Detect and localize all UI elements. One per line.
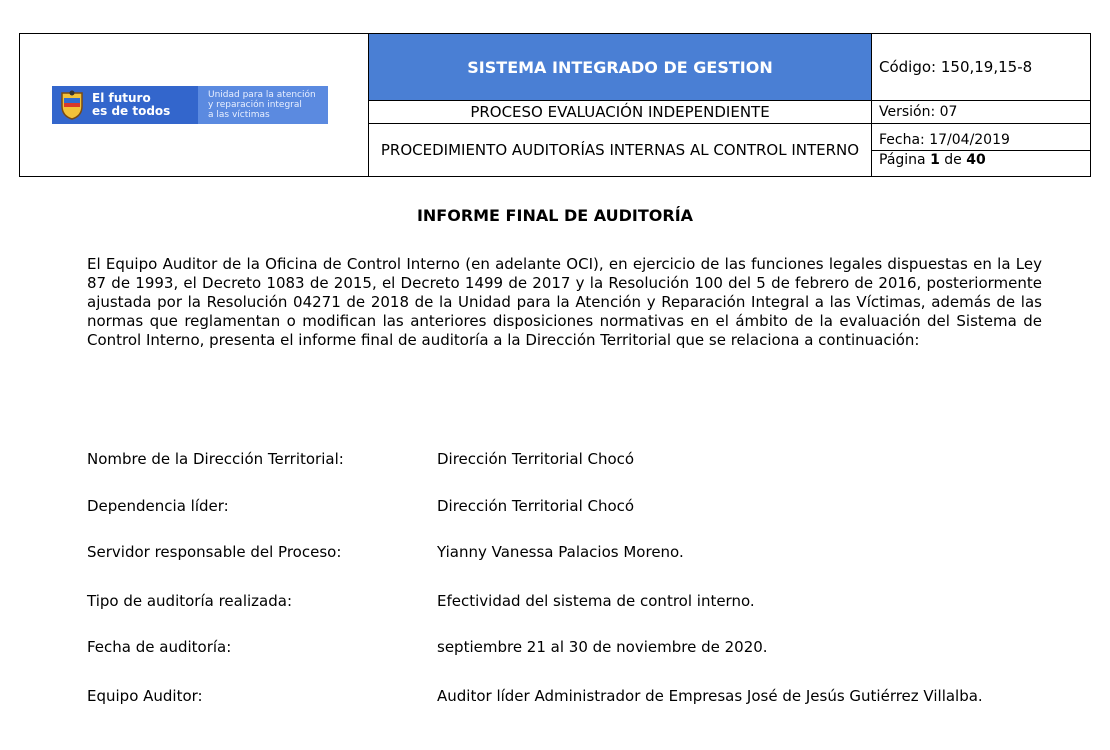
system-title: SISTEMA INTEGRADO DE GESTION — [369, 34, 872, 101]
document-date: Fecha: 17/04/2019 — [872, 131, 1090, 151]
document-header-table — [19, 33, 1091, 177]
field-label-territorial: Nombre de la Dirección Territorial: — [87, 450, 344, 468]
field-value-tipo: Efectividad del sistema de control interno. — [437, 592, 755, 610]
logo-brand-line1: El futuro — [92, 91, 151, 105]
logo-unit-line2: y reparación integral — [208, 100, 302, 110]
document-version: Versión: 07 — [872, 101, 1091, 124]
total-pages: 40 — [966, 151, 986, 168]
date-page-cell — [872, 124, 1091, 177]
procedure-name — [369, 124, 872, 177]
field-label-fecha: Fecha de auditoría: — [87, 638, 232, 656]
logo-unit-line1: Unidad para la atención — [208, 90, 316, 100]
field-value-territorial: Dirección Territorial Chocó — [437, 450, 635, 468]
intro-paragraph: El Equipo Auditor de la Oficina de Control Interno (en adelante OCI), en ejercicio de las funciones legales dispuestas en la Ley 87 de 1993, el Decreto 1083 de 2015, el Decreto 1499 de 2017 y la Resolución 100 del 5 de febrero de 2016, posteriormente ajustada por la Resolución 04271 de 2018 de la Unidad para la Atención y Reparación Integral a las Víctimas, además de las normas que reglamentan o modifican las anteriores disposiciones normativas en el ámbito de la evaluación del Sistema de Control Interno, presenta el informe final de auditoría a la Dirección Territorial que se relaciona a continuación: — [87, 255, 1042, 349]
current-page: 1 — [930, 151, 940, 168]
procedure-name-text: PROCEDIMIENTO AUDITORÍAS INTERNAS AL CONTROL INTERNO — [380, 141, 860, 159]
field-label-tipo: Tipo de auditoría realizada: — [87, 592, 293, 610]
field-value-servidor: Yianny Vanessa Palacios Moreno. — [437, 543, 684, 561]
report-title: INFORME FINAL DE AUDITORÍA — [416, 206, 694, 225]
logo-cell — [20, 34, 369, 177]
logo-unit-line3: a las víctimas — [208, 110, 270, 120]
field-value-fecha: septiembre 21 al 30 de noviembre de 2020. — [437, 638, 768, 656]
process-name: PROCESO EVALUACIÓN INDEPENDIENTE — [369, 101, 872, 124]
field-value-dependencia: Dirección Territorial Chocó — [437, 497, 635, 515]
logo-brand-line2: es de todos — [92, 104, 171, 118]
page-number: Página 1 de 40 — [879, 151, 986, 168]
field-label-equipo: Equipo Auditor: — [87, 687, 203, 705]
institution-logo — [52, 75, 328, 135]
document-code: Código: 150,19,15-8 — [872, 34, 1091, 101]
field-label-dependencia: Dependencia líder: — [87, 497, 229, 515]
coat-of-arms-icon — [60, 90, 84, 120]
field-label-servidor: Servidor responsable del Proceso: — [87, 543, 342, 561]
field-value-equipo: Auditor líder Administrador de Empresas José de Jesús Gutiérrez Villalba. — [437, 687, 983, 705]
